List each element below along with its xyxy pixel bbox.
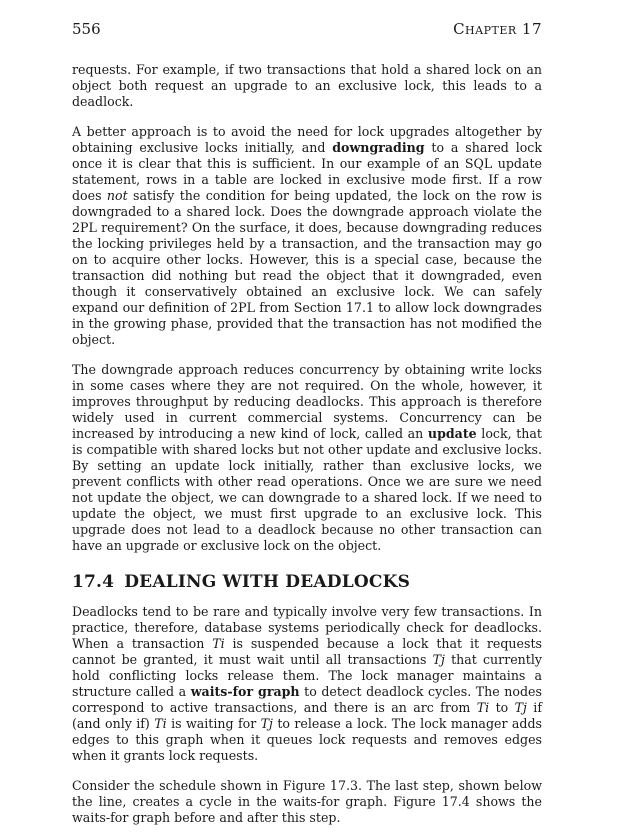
paragraph-1 <box>72 62 542 110</box>
p4-text-f: to <box>489 700 515 715</box>
math-ti: Ti <box>476 700 490 715</box>
p1-text: requests. For example, if two transactions that hold a shared lock on an object both request an upgrade to an exclusive lock, this leads to a deadlock. <box>72 62 542 109</box>
section-heading <box>72 574 542 590</box>
p2-text-a: A better approach is to avoid the need for lock upgrades altogether by obtaining exclusive locks initially, and <box>72 124 542 155</box>
p4-text-b: is suspended because a lock that it requests cannot be granted, it must wait until all transactions <box>72 636 542 667</box>
body-text <box>72 62 542 840</box>
section-title: DEALING WITH DEADLOCKS <box>124 572 411 592</box>
term-downgrading: downgrading <box>332 140 425 155</box>
math-tj: Tj <box>260 716 273 731</box>
running-head <box>72 20 542 40</box>
section-number: 17.4 <box>72 572 115 592</box>
paragraph-5 <box>72 778 542 826</box>
math-ti: Ti <box>154 716 167 731</box>
math-ti: Ti <box>212 636 225 651</box>
math-tj: Tj <box>432 652 445 667</box>
p4-text-a: Deadlocks tend to be rare and typically involve very few transactions. In practice, therefore, database systems periodically check for deadlocks. When a transaction <box>72 604 542 651</box>
p4-text-i: to release a lock. The lock manager adds edges to this graph when it queues lock requests and removes edges when it grants lock requests. <box>72 716 542 763</box>
p4-text-g: if (and only if) <box>72 700 542 731</box>
paragraph-4 <box>72 604 542 764</box>
p3-text-a: The downgrade approach reduces concurrency by obtaining write locks in some cases where they are not required. On the whole, however, it improves throughput by reducing deadlocks. This approach is therefore widely used in current commercial systems. Concurrency can be increased by introducing a new kind of lock, called an <box>72 362 542 441</box>
p5-text: Consider the schedule shown in Figure 17.3. The last step, shown below the line, creates a cycle in the waits-for graph. Figure 17.4 shows the waits-for graph before and after this step. <box>72 778 542 825</box>
math-tj: Tj <box>514 700 527 715</box>
p4-text-e: to detect deadlock cycles. The nodes correspond to active transactions, and there is an arc from <box>72 684 542 715</box>
paragraph-2 <box>72 124 542 348</box>
paragraph-3 <box>72 362 542 554</box>
term-waits-for-graph: waits-for graph <box>190 684 300 699</box>
p4-text-c: that currently hold conflicting locks release them. The lock manager maintains a structure called a <box>72 652 542 699</box>
term-update: update <box>427 426 477 441</box>
p2-text-e: satisfy the condition for being updated, the lock on the row is downgraded to a shared lock. Does the downgrade approach violate the 2PL requirement? On the surface, it does, because downgrading reduces the locking privileges held by a transaction, and the transaction may go on to acquire other locks. However, this is a special case, because the transaction did nothing but read the object that it downgraded, even though it conservatively obtained an exclusive lock. We can safely expand our definition of 2PL from Section 17.1 to allow lock downgrades in the growing phase, provided that the transaction has not modified the object. <box>72 188 542 347</box>
p3-text-c: lock, that is compatible with shared locks but not other update and exclusive locks. By setting an update lock initially, rather than exclusive locks, we prevent conflicts with other read operations. Once we are sure we need not update the object, we can downgrade to a shared lock. If we need to update the object, we must first upgrade to an exclusive lock. This upgrade does not lead to a deadlock because no other transaction can have an upgrade or exclusive lock on the object. <box>72 426 542 553</box>
page-number: 556 <box>72 20 101 38</box>
emphasis-not: not <box>106 188 128 203</box>
chapter-label: Chapter 17 <box>453 20 542 38</box>
p4-text-h: is waiting for <box>166 716 261 731</box>
p2-text-c: to a shared lock once it is clear that this is sufficient. In our example of an SQL update statement, rows in a table are locked in exclusive mode first. If a row does <box>72 140 542 203</box>
